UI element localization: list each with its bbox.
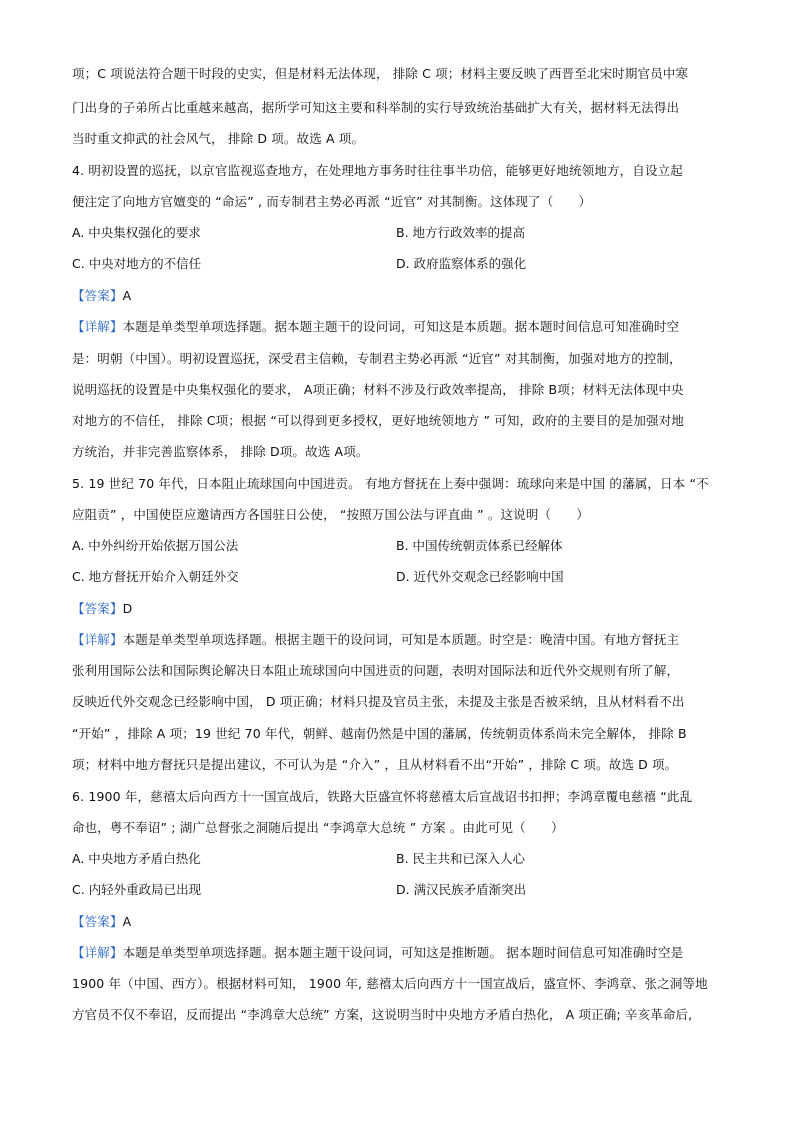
q5-detail-text-1: 本题是单类型单项选择题。根据主题干的设问词，可知是本质题。时空是：晚清中国。有地方督抚主 [122,632,680,647]
q6-answer-tag: 【答案】 [72,914,123,929]
q6-answer-value: A [122,914,132,929]
q5-detail-line-5: 项；材料中地方督抚只是提出建议，不可认为是 “介入” ，且从材料看不出“开始” ，排除 C 项。故选 D 项。 [72,757,678,772]
q6-answer [72,914,732,930]
q4-option-b: B. 地方行政效率的提高 [396,225,526,240]
q5-detail-line-4: “开始” ，排除 A 项；19 世纪 70 年代，朝鲜、越南仍然是中国的藩属，传统朝贡体系尚未完全解体， 排除 B [72,726,687,741]
q6-stem-line-1: 6. 1900 年，慈禧太后向西方十一国宣战后，铁路大臣盛宣怀将慈禧太后宣战诏书扣押；李鸿章覆电慈禧 “此乱 [72,789,693,804]
intro-line-1: 项；C 项说法符合题干时段的史实，但是材料无法体现， 排除 C 项；材料主要反映了西晋至北宋时期官员中寒 [72,66,689,81]
q5-detail-tag: 【详解】 [72,632,123,647]
q5-answer [72,601,732,617]
q6-detail-line-3: 方官员不仅不奉诏，反而提出 “李鸿章大总统” 方案，这说明当时中央地方矛盾白热化， A 项正确; 辛亥革命后, [72,1007,693,1022]
q6-detail-tag: 【详解】 [72,945,123,960]
q5-stem-line-2: 应阻贡” ，中国使臣应邀请西方各国驻日公使， “按照万国公法与评直曲 ” 。这说明（ ） [72,507,590,522]
q5-option-b: B. 中国传统朝贡体系已经解体 [396,538,563,553]
q4-option-d: D. 政府监察体系的强化 [396,256,527,271]
q4-detail-tag: 【详解】 [72,319,123,334]
q6-option-d: D. 满汉民族矛盾渐突出 [396,882,527,897]
q6-detail-text-1: 本题是单类型单项选择题。据本题主题干设问词，可知这是推断题。 据本题时间信息可知准确时空是 [122,945,684,960]
intro-line-2: 门出身的子弟所占比重越来越高，据所学可知这主要和科举制的实行导致统治基础扩大有关，据材料无法得出 [72,100,680,115]
q6-detail-line-1 [72,945,732,961]
q4-stem-line-2: 便注定了向地方官嬗变的 “命运” , 而专制君主势必再派 “近官” 对其制衡。这体现了（ ） [72,194,592,209]
q5-answer-value: D [122,601,133,616]
q4-answer-value: A [122,288,132,303]
q4-stem-line-1: 4. 明初设置的巡抚，以京官监视巡查地方，在处理地方事务时往往事半功倍，能够更好地统领地方，自设立起 [72,163,683,178]
q5-detail-line-2: 张利用国际公法和国际舆论解决日本阻止琉球国向中国进贡的问题，表明对国际法和近代外交规则有所了解， [72,663,680,678]
q5-option-a: A. 中外纠纷开始依据万国公法 [72,538,239,553]
q6-option-a: A. 中央地方矛盾白热化 [72,851,201,866]
q6-option-b: B. 民主共和已深入人心 [396,851,526,866]
q4-detail-line-1 [72,319,732,335]
q6-option-c: C. 内轻外重政局已出现 [72,882,202,897]
q5-answer-tag: 【答案】 [72,601,123,616]
q4-detail-line-4: 对地方的不信任， 排除 C项；根据 “可以得到更多授权，更好地统领地方 ” 可知，政府的主要目的是加强对地 [72,413,684,428]
q4-option-c: C. 中央对地方的不信任 [72,256,202,271]
q4-detail-line-3: 说明巡抚的设置是中央集权强化的要求， A项正确；材料不涉及行政效率提高， 排除 B项；材料无法体现中央 [72,382,684,397]
q4-detail-line-2: 是：明朝（中国）。明初设置巡抚，深受君主信赖，专制君主势必再派 “近官” 对其制衡，加强对地方的控制， [72,351,682,366]
intro-line-3: 当时重文抑武的社会风气， 排除 D 项。故选 A 项。 [72,131,365,146]
q6-detail-line-2: 1900 年（中国、西方）。根据材料可知， 1900 年, 慈禧太后向西方十一国宣战后，盛宣怀、李鸿章、张之洞等地 [72,976,708,991]
q6-stem-line-2: 命也，粤不奉诏” ; 湖广总督张之洞随后提出 “李鸿章大总统 ” 方案 。由此可见（ ） [72,820,564,835]
q5-stem-line-1: 5. 19 世纪 70 年代，日本阻止琉球国向中国进贡。 有地方督抚在上奏中强调：琉球向来是中国 的藩属，日本 “不 [72,476,709,491]
q5-detail-line-1 [72,632,732,648]
q4-detail-line-5: 方统治，并非完善监察体系， 排除 D项。故选 A项。 [72,444,369,459]
q4-detail-text-1: 本题是单类型单项选择题。据本题主题干的设问词，可知这是本质题。据本题时间信息可知准确时空 [122,319,680,334]
q4-option-a: A. 中央集权强化的要求 [72,225,201,240]
q5-option-d: D. 近代外交观念已经影响中国 [396,569,564,584]
q4-answer [72,288,732,304]
q4-answer-tag: 【答案】 [72,288,123,303]
q5-detail-line-3: 反映近代外交观念已经影响中国， D 项正确；材料只提及官员主张，未提及主张是否被采纳，且从材料看不出 [72,694,685,709]
q5-option-c: C. 地方督抚开始介入朝廷外交 [72,569,239,584]
